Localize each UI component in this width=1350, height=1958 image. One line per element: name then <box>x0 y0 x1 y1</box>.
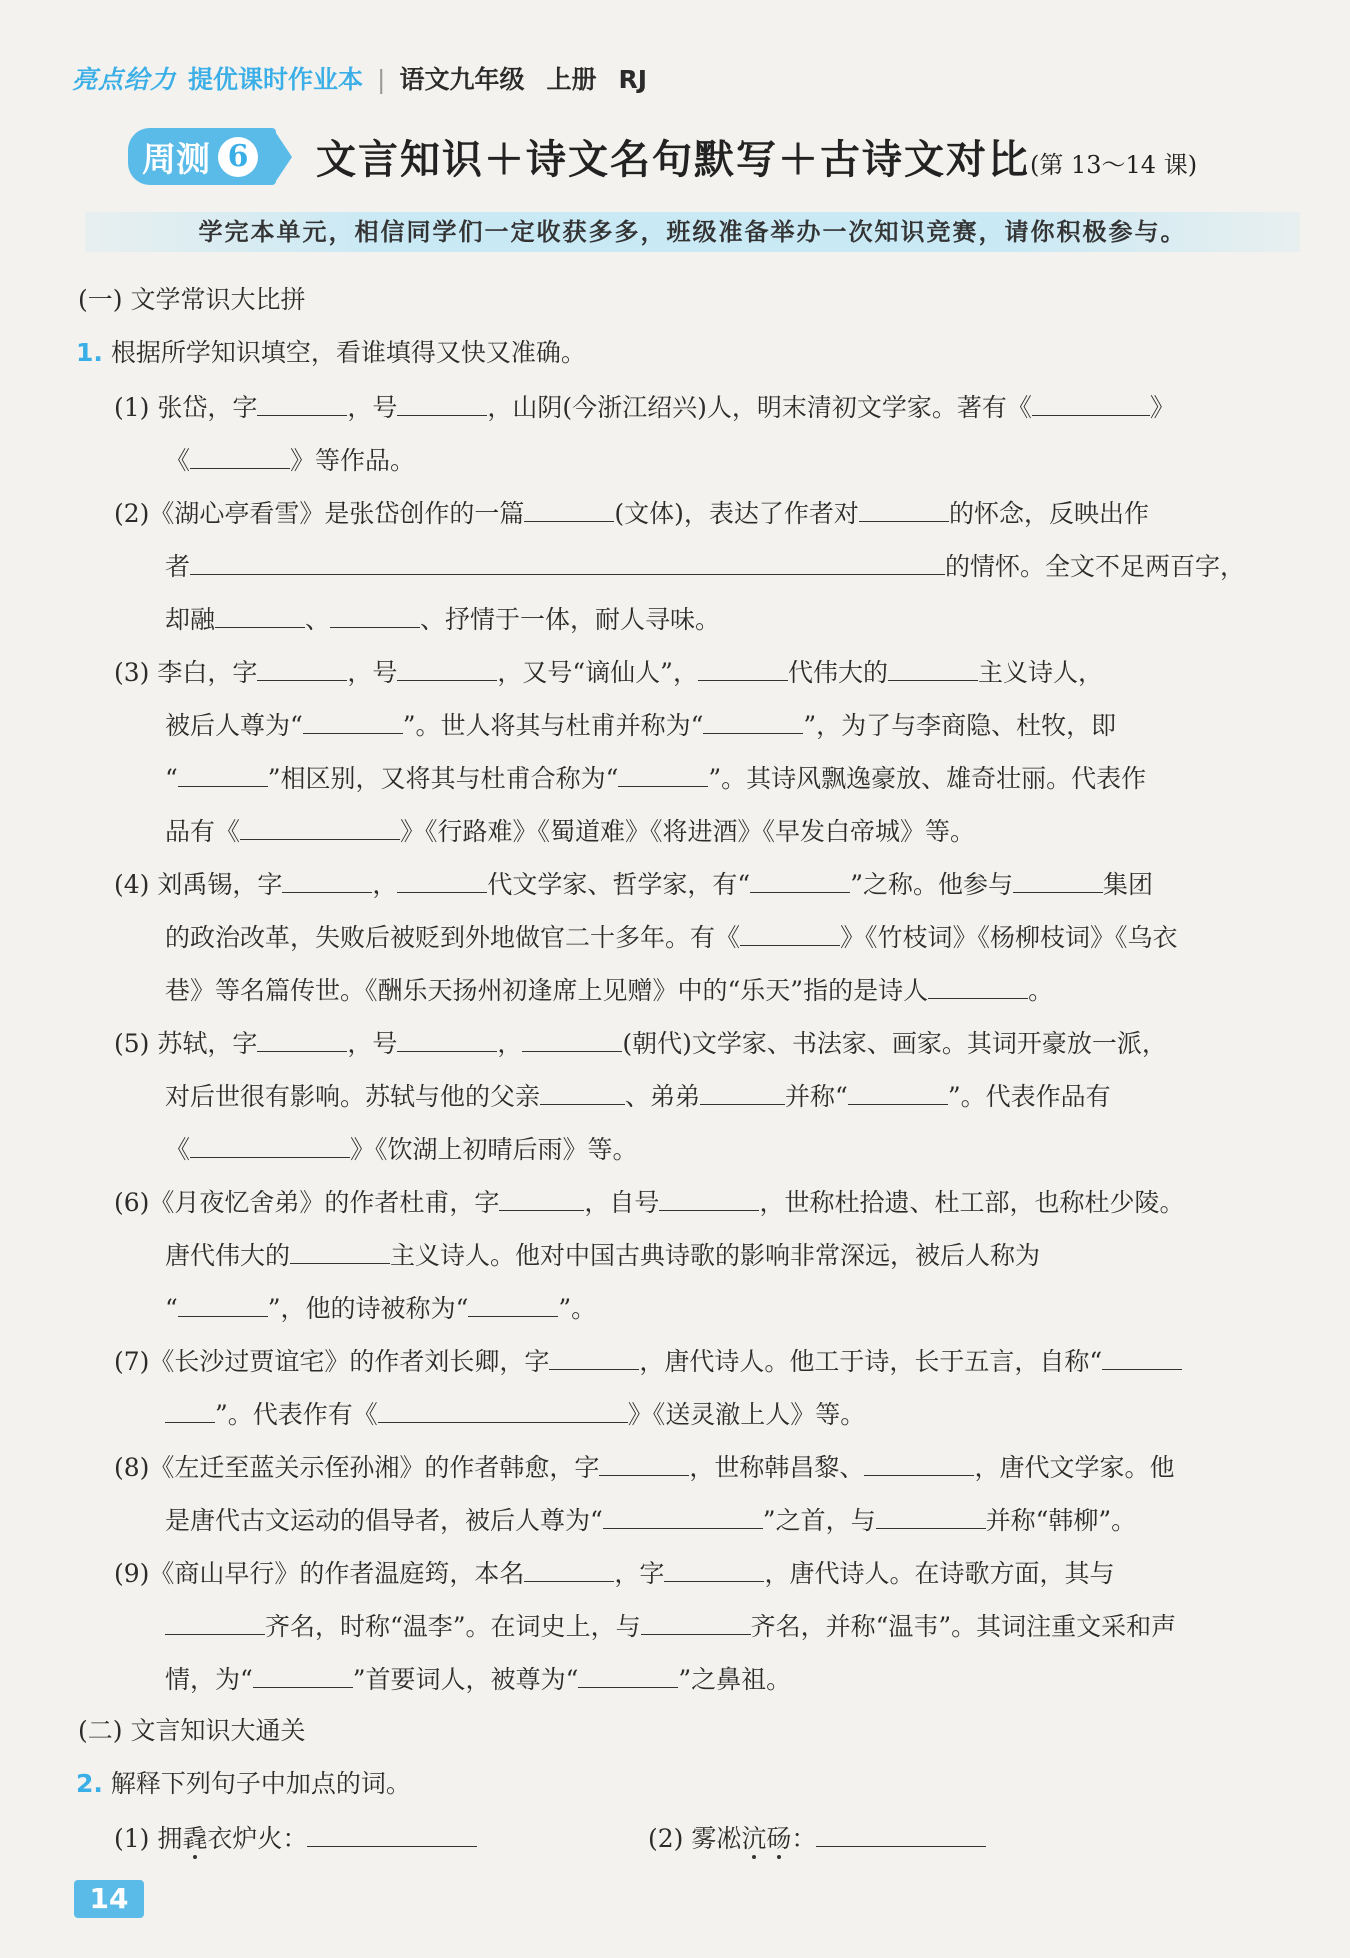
answer-blank[interactable] <box>549 1347 639 1370</box>
answer-blank[interactable] <box>659 1188 759 1211</box>
title-row <box>128 128 1197 185</box>
edition: RJ <box>618 65 648 94</box>
answer-blank[interactable] <box>876 1506 986 1529</box>
answer-blank[interactable] <box>307 1824 477 1847</box>
char: 拥 <box>157 1824 183 1853</box>
answer-blank[interactable] <box>522 1029 622 1052</box>
answer-blank[interactable] <box>703 711 803 734</box>
q1-item-5-line-2: 对后世很有影响。苏轼与他的父亲 、弟弟 并称“ ”。代表作品有 <box>165 1082 1111 1111</box>
header-separator: | <box>377 65 386 94</box>
brand-logo: 亮点给力 <box>72 65 177 94</box>
answer-blank[interactable] <box>603 1506 763 1529</box>
q1-item-1-line-2: 《 》等作品。 <box>165 446 416 475</box>
answer-blank[interactable] <box>641 1612 751 1635</box>
answer-blank[interactable] <box>397 658 497 681</box>
answer-blank[interactable] <box>698 658 788 681</box>
q1-item-9-line-3: 情，为“ ”首要词人，被尊为“ ”之鼻祖。 <box>165 1665 792 1694</box>
answer-blank[interactable] <box>303 711 403 734</box>
q1-item-6-line-3: “ ”，他的诗被称为“ ”。 <box>165 1294 597 1323</box>
answer-blank[interactable] <box>468 1294 558 1317</box>
answer-blank[interactable] <box>524 499 614 522</box>
answer-blank[interactable] <box>618 764 708 787</box>
subject-grade: 语文九年级 <box>399 65 525 94</box>
answer-blank[interactable] <box>1102 1347 1182 1370</box>
lesson-range: (第 13～14 课) <box>1030 151 1198 179</box>
q1-item-5-line-1: (5) 苏轼，字 ，号 ， (朝代)文学家、书法家、画家。其词开豪放一派， <box>114 1029 1167 1058</box>
question-2: 2. 解释下列句子中加点的词。 <box>76 1769 411 1798</box>
answer-blank[interactable] <box>816 1824 986 1847</box>
dotted-char: 沆 <box>741 1824 767 1853</box>
answer-blank[interactable] <box>859 499 949 522</box>
q2-item-1: (1) 拥毳衣炉火： <box>114 1824 477 1851</box>
answer-blank[interactable] <box>397 1029 497 1052</box>
answer-blank[interactable] <box>524 1559 614 1582</box>
page-number: 14 <box>74 1880 144 1918</box>
answer-blank[interactable] <box>578 1665 678 1688</box>
q1-item-9-line-1: (9)《商山早行》的作者温庭筠，本名 ，字 ，唐代诗人。在诗歌方面，其与 <box>114 1559 1115 1588</box>
answer-blank[interactable] <box>397 393 487 416</box>
question-1: 1. 根据所学知识填空，看谁填得又快又准确。 <box>76 338 586 367</box>
dotted-char: 毳 <box>182 1824 208 1853</box>
book-series: 提优课时作业本 <box>188 65 364 94</box>
q1-item-4-line-1: (4) 刘禹锡，字 ， 代文学家、哲学家，有“ ”之称。他参与 集团 <box>114 870 1153 899</box>
answer-blank[interactable] <box>215 605 305 628</box>
answer-blank[interactable] <box>330 605 420 628</box>
answer-blank[interactable] <box>165 1612 265 1635</box>
q1-item-8-line-1: (8)《左迁至蓝关示侄孙湘》的作者韩愈，字 ，世称韩昌黎、 ，唐代文学家。他 <box>114 1453 1175 1482</box>
answer-blank[interactable] <box>165 1400 215 1423</box>
q2-item-2: (2) 雾凇沆砀： <box>648 1824 986 1851</box>
answer-blank[interactable] <box>864 1453 974 1476</box>
answer-blank[interactable] <box>1032 393 1150 416</box>
answer-blank[interactable] <box>397 870 487 893</box>
answer-blank[interactable] <box>700 1082 785 1105</box>
q1-item-2-line-2: 者 的情怀。全文不足两百字， <box>165 552 1246 581</box>
answer-blank[interactable] <box>750 870 850 893</box>
answer-blank[interactable] <box>257 393 347 416</box>
answer-blank[interactable] <box>190 552 945 575</box>
q1-item-3-line-1: (3) 李白，字 ，号 ，又号“谪仙人”， 代伟大的 主义诗人， <box>114 658 1103 687</box>
page-header <box>72 60 669 96</box>
q1-item-6-line-2: 唐代伟大的 主义诗人。他对中国古典诗歌的影响非常深远，被后人称为 <box>165 1241 1041 1270</box>
q1-item-3-line-2: 被后人尊为“ ”。世人将其与杜甫并称为“ ”，为了与李商隐、杜牧，即 <box>165 711 1117 740</box>
dotted-char: 砀 <box>766 1824 792 1853</box>
q1-item-5-line-3: 《 》《饮湖上初晴后雨》等。 <box>165 1135 638 1164</box>
page-title: 文言知识＋诗文名句默写＋古诗文对比(第 13～14 课) <box>316 136 1198 183</box>
q1-item-6-line-1: (6)《月夜忆舍弟》的作者杜甫，字 ，自号 ，世称杜拾遗、杜工部，也称杜少陵。 <box>114 1188 1185 1217</box>
q1-item-2-line-3: 却融 、 、抒情于一体，耐人寻味。 <box>165 605 721 634</box>
answer-blank[interactable] <box>928 976 1028 999</box>
answer-blank[interactable] <box>1013 870 1103 893</box>
answer-blank[interactable] <box>290 1241 390 1264</box>
intro-banner: 学完本单元，相信同学们一定收获多多，班级准备举办一次知识竞赛，请你积极参与。 <box>85 212 1300 252</box>
answer-blank[interactable] <box>499 1188 584 1211</box>
q1-item-1-line-1: (1) 张岱，字 ，号 ，山阴(今浙江绍兴)人，明末清初文学家。著有《 》 <box>114 393 1175 422</box>
answer-blank[interactable] <box>740 923 840 946</box>
question-number: 2. <box>76 1769 103 1798</box>
answer-blank[interactable] <box>848 1082 948 1105</box>
q1-item-4-line-2: 的政治改革，失败后被贬到外地做官二十多年。有《 》《竹枝词》《杨柳枝词》《乌衣 <box>165 923 1178 952</box>
answer-blank[interactable] <box>190 446 290 469</box>
badge-arrow-icon <box>276 133 292 181</box>
section-heading: (二) 文言知识大通关 <box>78 1716 306 1745</box>
answer-blank[interactable] <box>282 870 372 893</box>
answer-blank[interactable] <box>178 764 268 787</box>
answer-blank[interactable] <box>178 1294 268 1317</box>
answer-blank[interactable] <box>599 1453 689 1476</box>
answer-blank[interactable] <box>190 1135 350 1158</box>
q1-item-9-line-2: 齐名，时称“温李”。在词史上，与 齐名，并称“温韦”。其词注重文采和声 <box>165 1612 1176 1639</box>
q1-item-7-line-1: (7)《长沙过贾谊宅》的作者刘长卿，字 ，唐代诗人。他工于诗，长于五言，自称“ <box>114 1347 1182 1374</box>
section-heading: (一) 文学常识大比拼 <box>78 285 306 314</box>
q1-item-8-line-2: 是唐代古文运动的倡导者，被后人尊为“ ”之首，与 并称“韩柳”。 <box>165 1506 1137 1535</box>
answer-blank[interactable] <box>240 817 400 840</box>
badge-number: 6 <box>218 137 258 177</box>
answer-blank[interactable] <box>888 658 978 681</box>
answer-blank[interactable] <box>253 1665 353 1688</box>
q1-item-4-line-3: 巷》等名篇传世。《酬乐天扬州初逢席上见赠》中的“乐天”指的是诗人 。 <box>165 976 1054 1005</box>
volume: 上册 <box>546 65 597 94</box>
answer-blank[interactable] <box>257 1029 347 1052</box>
q1-item-7-line-2: ”。代表作有《 》《送灵澈上人》等。 <box>165 1400 865 1427</box>
question-number: 1. <box>76 338 103 367</box>
q1-item-3-line-4: 品有《 》《行路难》《蜀道难》《将进酒》《早发白帝城》等。 <box>165 817 976 846</box>
answer-blank[interactable] <box>540 1082 625 1105</box>
q1-item-3-line-3: “ ”相区别，又将其与杜甫合称为“ ”。其诗风飘逸豪放、雄奇壮丽。代表作 <box>165 764 1147 793</box>
answer-blank[interactable] <box>664 1559 764 1582</box>
q1-item-2-line-1: (2)《湖心亭看雪》是张岱创作的一篇 (文体)，表达了作者对 的怀念，反映出作 <box>114 499 1149 528</box>
answer-blank[interactable] <box>378 1400 628 1423</box>
answer-blank[interactable] <box>257 658 347 681</box>
week-test-badge: 周测 6 <box>128 128 276 185</box>
